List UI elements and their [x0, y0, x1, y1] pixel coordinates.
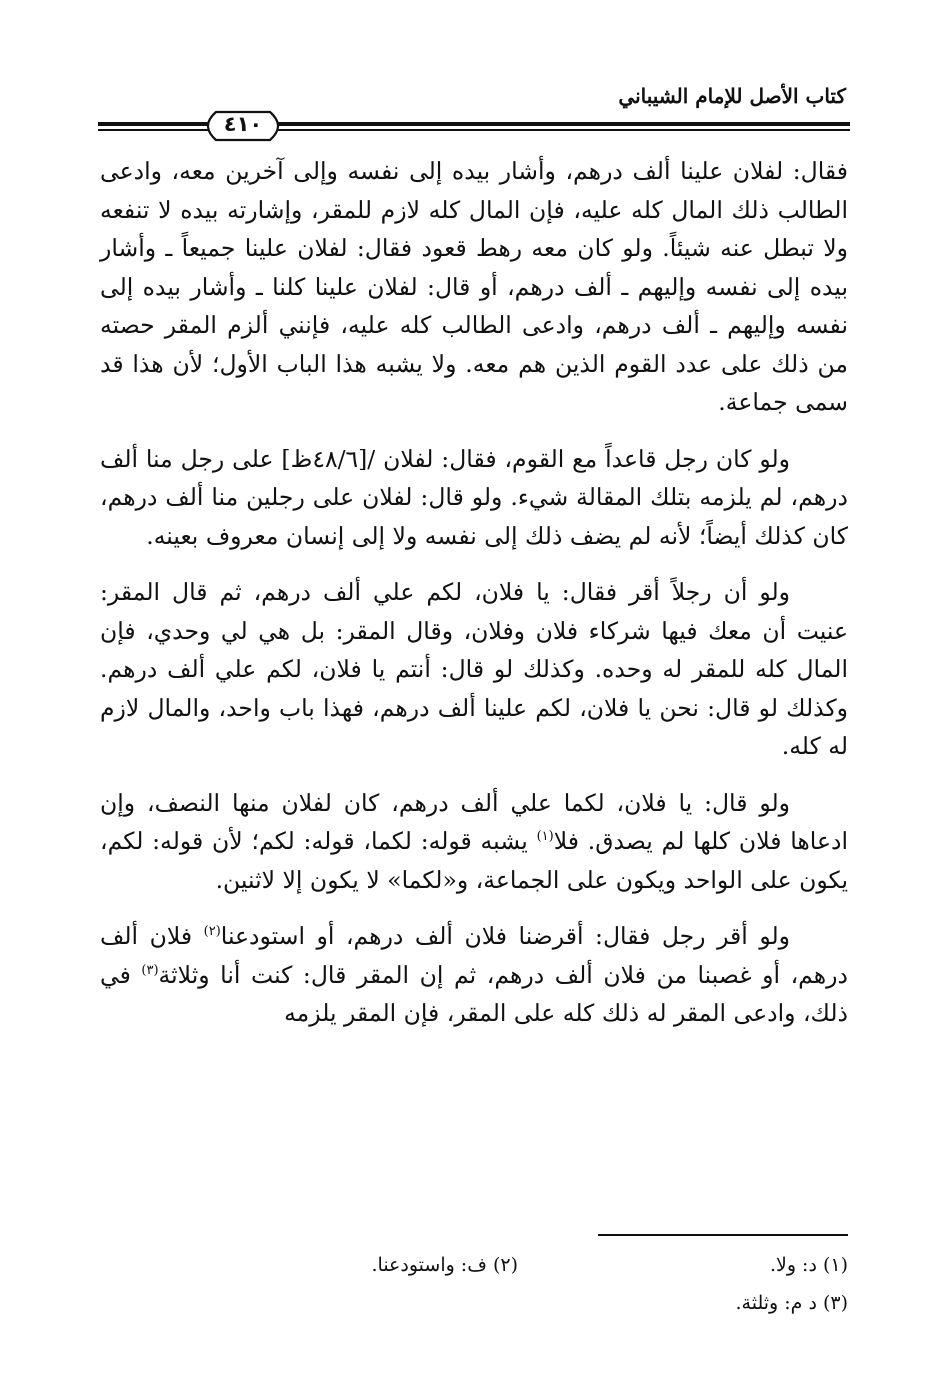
footnote-row-2 — [100, 1284, 848, 1322]
paragraph-4-text-a: ولو قال: يا فلان، لكما علي ألف درهم، كان لفلان منها النصف، وإن ادعاها فلان كلها لم يصدق. فلا — [100, 788, 848, 855]
footnote-1: (١) د: ولا. — [769, 1254, 848, 1276]
footnote-ref-2: (٢) — [203, 924, 221, 940]
page-number: ٤١٠ — [223, 112, 263, 136]
paragraph-4-text-b: يشبه قوله: لكما، قوله: لكم؛ لأن قوله: لكم، يكون على الواحد ويكون على الجماعة، و«لكما» لا يكون إلا لاثنين. — [100, 827, 848, 894]
paragraph-5-text-a: ولو أقر رجل فقال: أقرضنا فلان ألف درهم، أو استودعنا — [220, 922, 791, 950]
footnote-row-1 — [100, 1246, 848, 1284]
page-number-badge — [198, 108, 288, 144]
paragraph-4 — [100, 784, 848, 900]
paragraph-1: فقال: لفلان علينا ألف درهم، وأشار بيده إلى نفسه وإلى آخرين معه، وادعى الطالب ذلك المال كله عليه، فإن المال كله لازم للمقر، وإشارته بيده لا تنفعه ولا تبطل عنه شيئاً. ولو كان معه رهط قعود فقال: لفلان علينا جميعاً ـ وأشار بيده إلى نفسه وإليهم ـ ألف درهم، أو قال: لفلان علينا كلنا ـ وأشار بيده إلى نفسه وإليهم ـ ألف درهم، وادعى الطالب كله عليه، فإنني ألزم المقر حصته من ذلك على عدد القوم الذين هم معه. ولا يشبه هذا الباب الأول؛ لأن هذا قد سمى جماعة. — [100, 157, 848, 416]
footnote-ref-3: (٣) — [141, 962, 159, 978]
book-title: كتاب الأصل للإمام الشيباني — [618, 84, 846, 108]
page-header — [98, 84, 850, 154]
paragraph-5 — [100, 917, 848, 1033]
main-text — [100, 152, 848, 1051]
footnote-2: (٢) ف: واستودعنا. — [371, 1254, 518, 1276]
paragraph-3: ولو أن رجلاً أقر فقال: يا فلان، لكم علي ألف درهم، ثم قال المقر: عنيت أن معك فيها شركاء فلان وفلان، وقال المقر: بل هي لي وحدي، فإن المال كله للمقر له وحده. وكذلك لو قال: أنتم يا فلان، لكم علي ألف درهم. وكذلك لو قال: نحن يا فلان، لكم علينا ألف درهم، فهذا باب واحد، والمال لازم له كله. — [100, 578, 848, 760]
paragraph-5-text-b: فلان ألف درهم، أو غصبنا من فلان ألف درهم، ثم إن المقر قال: كنت أنا وثلاثة — [100, 922, 848, 989]
paragraph-5-text-c: في ذلك، وادعى المقر له ذلك كله على المقر، فإن المقر يلزمه — [100, 960, 848, 1027]
paragraph-2: ولو كان رجل قاعداً مع القوم، فقال: لفلان /[٤٨/٦ظ] على رجل منا ألف درهم، لم يلزمه بتلك المقالة شيء. ولو قال: لفلان على رجلين منا ألف درهم، كان كذلك أيضاً؛ لأنه لم يضف ذلك إلى نفسه ولا إلى إنسان معروف بعينه. — [100, 444, 848, 550]
footnotes — [100, 1246, 848, 1322]
footnote-ref-1: (١) — [536, 829, 554, 845]
footnote-3: (٣) د م: وثلثة. — [735, 1292, 848, 1314]
footnote-separator — [598, 1234, 848, 1236]
